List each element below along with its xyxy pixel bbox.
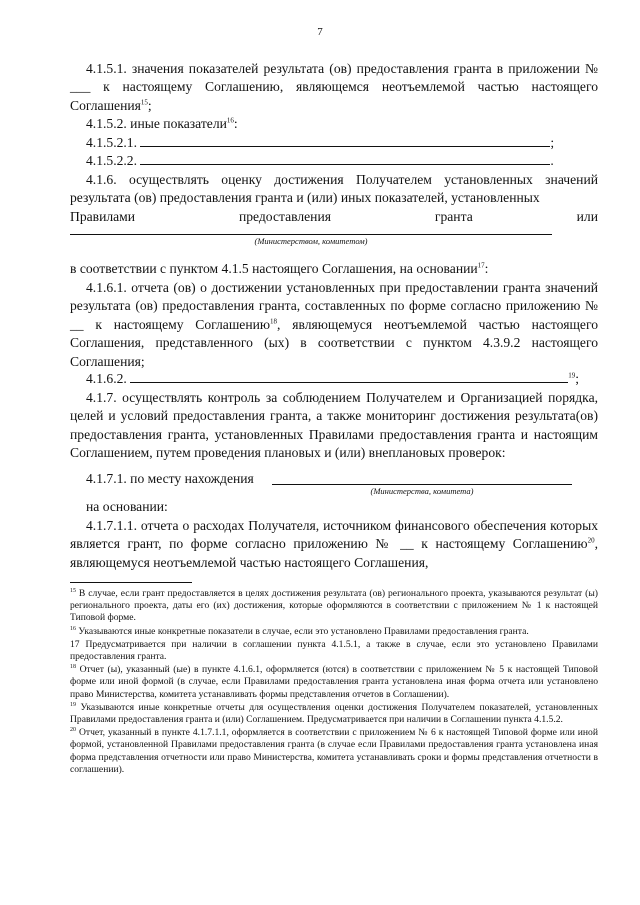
footnote-18 (70, 664, 598, 701)
clause-4-1-6-2 (70, 370, 598, 388)
clause-text: 4.1.5.1. значения показателей результата (ов) предоставления гранта в приложении № ___ к настоящему Соглашению, являющемся неотъемлемой частью настоящего Соглашения (70, 61, 598, 113)
footnote-ref: 16 (226, 116, 234, 125)
footnote-ref: 18 (270, 317, 278, 326)
clause-text: на основании: (86, 499, 168, 514)
fill-in-line[interactable] (70, 234, 552, 235)
clause-4-1-5-2-1 (70, 134, 598, 152)
footnote-15 (70, 588, 598, 625)
clause-text: 4.1.5.2.2. (86, 153, 137, 168)
footnote-text: Отчет, указанный в пункте 4.1.7.1.1, оформляется в соответствии с приложением № 6 к настоящей Типовой форме или иной формой, установленной Правилами предоставления гранта (в случае если Правилами предоставления гранта установлена иная форма представления отчетности или право Министерства, комитета устанавливать сроки и формы представления отчетности в соглашении). (70, 727, 598, 775)
footnote-text: Указываются иные конкретные показатели в случае, если это установлено Правилами предоставления гранта. (78, 625, 529, 637)
punct: ; (575, 371, 579, 386)
clause-text: в соответствии с пунктом 4.1.5 настоящего Соглашения, на основании (70, 261, 478, 276)
punct: ; (147, 97, 152, 113)
page-number: 7 (317, 26, 323, 38)
footnote-number: 20 (70, 727, 76, 734)
footnote-text: Указываются иные конкретные отчеты для осуществления оценки достижения Получателем показателей, установленных Правилами предоставления гранта и (или) Соглашением. Предусматривается при наличии в Соглашении пункта 4.1.5.2. (70, 701, 598, 726)
fill-in-line[interactable] (130, 370, 568, 383)
clause-4-1-6-1 (70, 279, 598, 371)
caption-ministry: (Министерством, комитетом) (254, 236, 368, 246)
clause-text: 4.1.6. осуществлять оценку достижения Получателем установленных значений результата (ов) предоставления гранта и (или) иных показателей, установленных (70, 172, 598, 206)
clause-text: 4.1.5.2.1. (86, 135, 137, 150)
footnote-number: 16 (70, 625, 76, 632)
fill-in-line[interactable] (272, 484, 572, 485)
footnote-ref: 15 (140, 98, 148, 107)
clause-4-1-6 (70, 171, 598, 226)
footnote-separator (70, 582, 192, 583)
footnote-ref: 20 (587, 536, 595, 545)
clause-text: , являющемуся неотъемлемой частью настоящего Соглашения, представленного (ых) в соответствии с пунктом 4.3.9.2 настоящего Соглашения; (70, 316, 598, 369)
clause-4-1-6-basis (70, 260, 598, 278)
caption-ministry: (Министерства, комитета) (370, 486, 474, 496)
footnote-ref: 17 (477, 261, 485, 270)
clause-text: 4.1.7.1.1. отчета о расходах Получателя, источником финансового обеспечения которых является грант, по форме согласно приложению № __ к настоящему Соглашению (70, 518, 598, 552)
footnote-text: Отчет (ы), указанный (ые) в пункте 4.1.6.1, оформляется (ются) в соответствии с приложением № 5 к настоящей Типовой форме или иной формой (в случае, если Правилами предоставления гранта установлена иная форма отчета или установлено право Министерства, комитета устанавливать формы представления отчетов в Соглашении). (70, 664, 598, 700)
footnote-text: В случае, если грант предоставляется в целях достижения результата (ов) регионального проекта, указываются результат (ы) регионального проекта, даты его (их) достижения, которые оформляются в соответствии с приложением № 1 к настоящей Типовой форме. (70, 588, 598, 624)
footnote-16 (70, 626, 598, 638)
clause-text: , являющемуся неотъемлемой частью настоящего Соглашения, (70, 536, 598, 570)
footnote-20 (70, 727, 598, 776)
footnote-number: 17 (70, 638, 80, 650)
clause-4-1-5-1 (70, 60, 598, 115)
clause-4-1-7-1-1 (70, 517, 598, 572)
clause-text: 4.1.5.2. иные показатели (86, 116, 227, 131)
footnote-number: 18 (70, 664, 76, 671)
clause-text: 4.1.7. осуществлять контроль за соблюдением Получателем и Организацией порядка, целей и условий предоставления гранта, а также мониторинг достижения результата(ов) предоставления гранта, установленных Правилами предоставления гранта и настоящим Соглашением, путем проведения плановых и (или) внеплановых проверок: (70, 390, 598, 461)
footnotes (70, 588, 598, 777)
footnote-text: Предусматривается при наличии в соглашении пункта 4.1.5.1, а также в случае, если это установлено Правилами предоставления гранта. (70, 638, 598, 663)
punct: . (550, 153, 554, 168)
clause-text: 4.1.6.2. (86, 371, 127, 386)
fill-in-line[interactable] (140, 134, 550, 147)
clause-4-1-5-2-2 (70, 152, 598, 170)
punct: : (233, 116, 238, 131)
clause-text-spread (70, 208, 598, 226)
footnote-ref: 19 (568, 371, 576, 380)
punct: : (484, 261, 489, 276)
punct: ; (550, 135, 555, 150)
word: или (576, 208, 598, 224)
word: предоставления (238, 208, 331, 224)
word: гранта (434, 208, 473, 224)
clause-4-1-5-2 (70, 115, 598, 133)
on-basis (70, 498, 598, 516)
clause-text: 4.1.6.1. отчета (ов) о достижении установленных при предоставлении гранта значений результата (ов) предоставления гранта, составленных по форме согласно приложению № __ к настоящему Соглашению (70, 280, 598, 332)
footnote-number: 15 (70, 587, 76, 594)
word: Правилами (70, 208, 136, 224)
footnote-17 (70, 639, 598, 663)
clause-4-1-7 (70, 389, 598, 463)
fill-in-line[interactable] (140, 152, 550, 165)
footnote-number: 19 (70, 701, 76, 708)
footnote-19 (70, 702, 598, 726)
clause-text: 4.1.7.1. по месту нахождения (86, 471, 254, 486)
